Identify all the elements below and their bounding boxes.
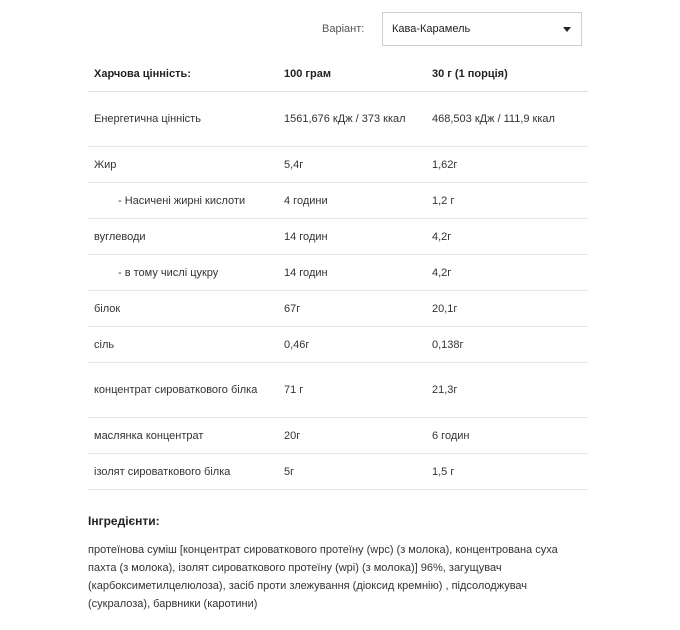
table-row	[88, 327, 588, 363]
table-row	[88, 363, 588, 418]
nutrient-name: Жир	[88, 147, 278, 183]
value-per-100g: 20г	[278, 418, 426, 454]
value-per-100g: 14 годин	[278, 219, 426, 255]
nutrient-name: вуглеводи	[88, 219, 278, 255]
nutrient-name: концентрат сироваткового білка	[88, 363, 278, 418]
table-row	[88, 418, 588, 454]
nutrient-name: сіль	[88, 327, 278, 363]
nutrient-name: - Насичені жирні кислоти	[88, 183, 278, 219]
value-per-serving: 21,3г	[426, 363, 588, 418]
nutrition-table	[88, 56, 588, 490]
table-row	[88, 219, 588, 255]
value-per-serving: 20,1г	[426, 291, 588, 327]
value-per-serving: 4,2г	[426, 255, 588, 291]
variant-selected-value: Кава-Карамель	[392, 23, 471, 35]
nutrient-name: маслянка концентрат	[88, 418, 278, 454]
value-per-100g: 1561,676 кДж / 373 ккал	[278, 92, 426, 147]
value-per-serving: 6 годин	[426, 418, 588, 454]
header-per-serving: 30 г (1 порція)	[426, 56, 588, 92]
value-per-serving: 4,2г	[426, 219, 588, 255]
table-row	[88, 147, 588, 183]
value-per-100g: 67г	[278, 291, 426, 327]
value-per-100g: 5г	[278, 454, 426, 490]
nutrient-name: - в тому числі цукру	[88, 255, 278, 291]
nutrition-header-row	[88, 56, 588, 92]
nutrient-name: Енергетична цінність	[88, 92, 278, 147]
value-per-100g: 71 г	[278, 363, 426, 418]
table-row	[88, 183, 588, 219]
table-row	[88, 92, 588, 147]
ingredients-title: Інгредієнти:	[88, 514, 160, 528]
variant-label: Варіант:	[322, 23, 365, 35]
ingredients-text: протеїнова суміш [концентрат сироваткового протеїну (wpc) (з молока), концентрована суха пахта (з молока), ізолят сироваткового протеїну (wpi) (з молока)] 96%, загущувач (карбоксиметилцелюлоза), засіб проти злежування (діоксид кремнію) , підсолоджувач (сукралоза), барвники (каротини)	[88, 544, 558, 610]
header-per-100g: 100 грам	[278, 56, 426, 92]
header-nutrient: Харчова цінність:	[88, 56, 278, 92]
value-per-serving: 1,5 г	[426, 454, 588, 490]
table-row	[88, 291, 588, 327]
chevron-down-icon	[563, 27, 571, 32]
variant-selector-row	[322, 12, 582, 46]
value-per-100g: 0,46г	[278, 327, 426, 363]
value-per-100g: 5,4г	[278, 147, 426, 183]
table-row	[88, 454, 588, 490]
value-per-100g: 4 години	[278, 183, 426, 219]
value-per-serving: 1,2 г	[426, 183, 588, 219]
table-row	[88, 255, 588, 291]
nutrient-name: ізолят сироваткового білка	[88, 454, 278, 490]
value-per-100g: 14 годин	[278, 255, 426, 291]
variant-dropdown[interactable]	[382, 12, 582, 46]
value-per-serving: 1,62г	[426, 147, 588, 183]
value-per-serving: 468,503 кДж / 111,9 ккал	[426, 92, 588, 147]
value-per-serving: 0,138г	[426, 327, 588, 363]
nutrient-name: білок	[88, 291, 278, 327]
